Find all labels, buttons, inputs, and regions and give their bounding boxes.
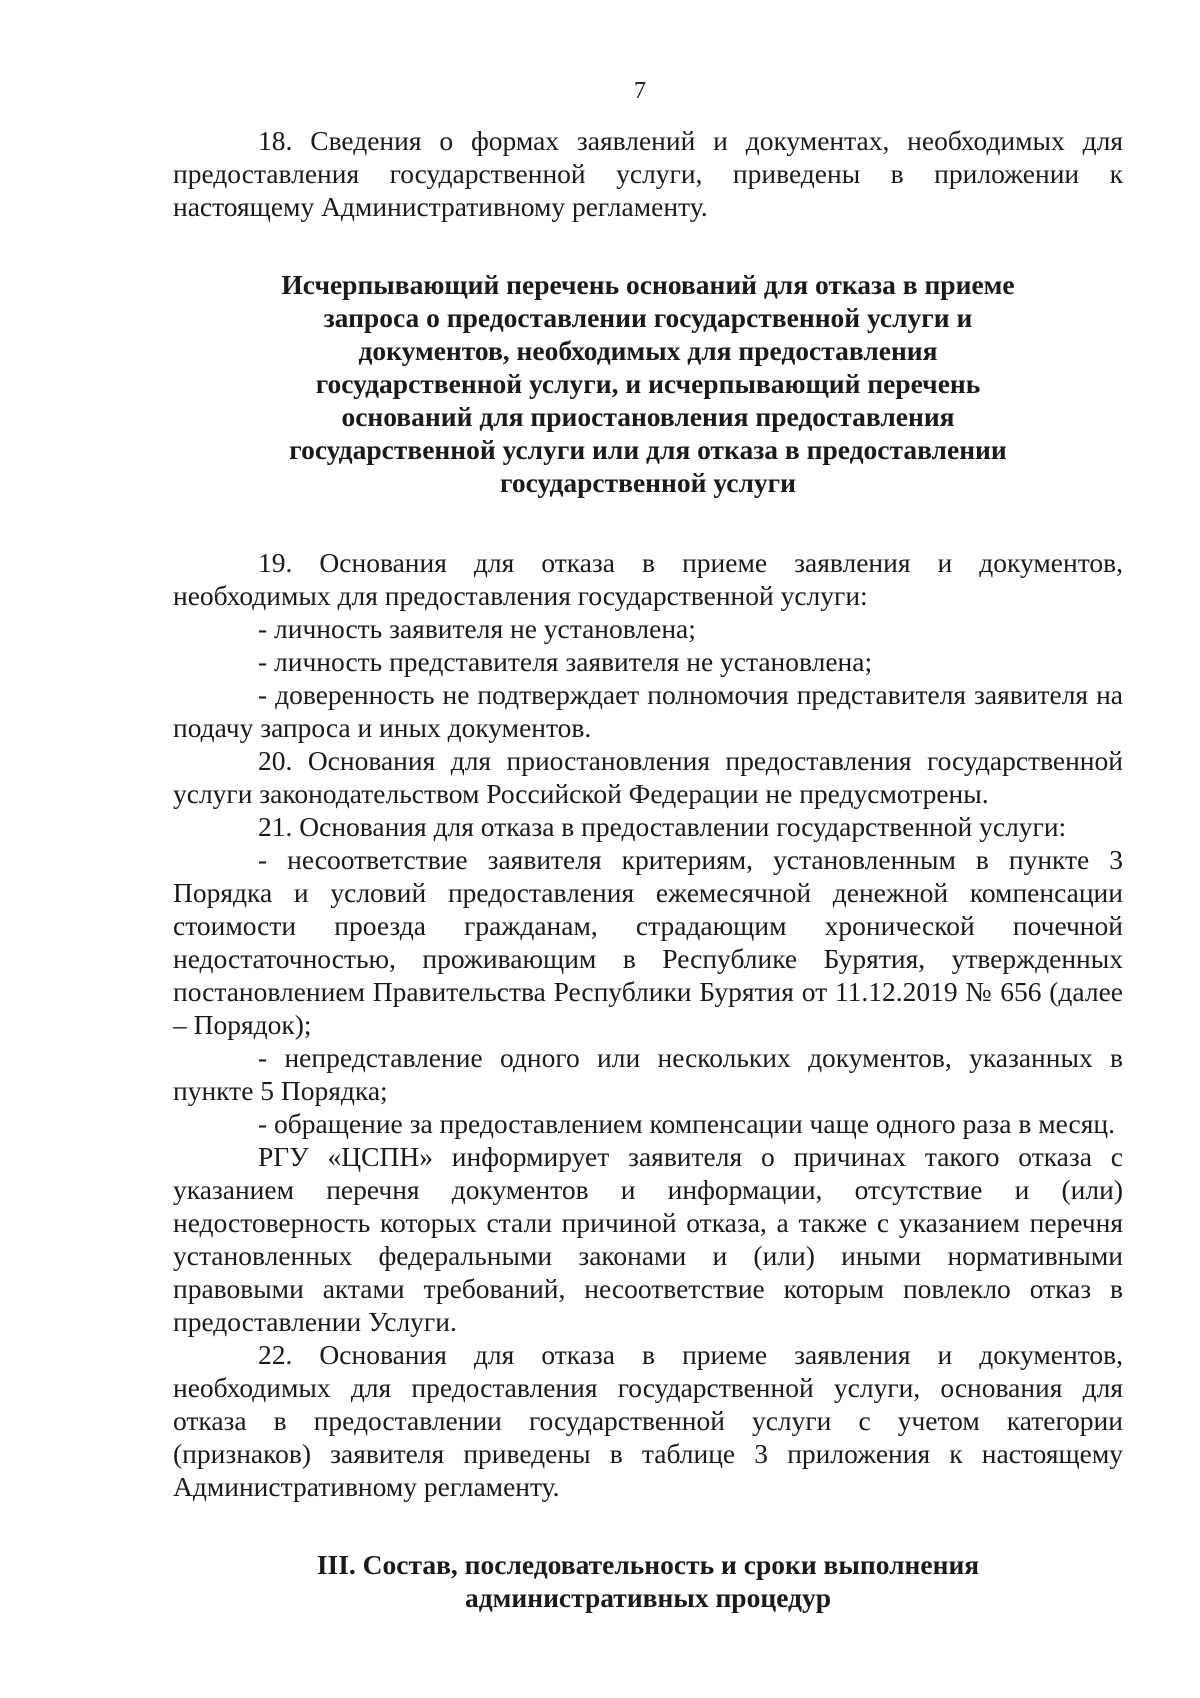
paragraph-21: 21. Основания для отказа в предоставлении государственной услуги: xyxy=(258,811,1067,842)
list-item: - личность заявителя не установлена; xyxy=(258,613,696,644)
list-item: - доверенность не подтверждает полномочия представителя заявителя на подачу запроса и иных документов. xyxy=(173,679,1123,743)
list-item: - непредставление одного или нескольких документов, указанных в пункте 5 Порядка; xyxy=(173,1042,1123,1106)
list-item: - несоответствие заявителя критериям, установленным в пункте 3 Порядка и условий предоставления ежемесячной денежной компенсации стоимости проезда гражданам, страдающим хронической почечной недостаточностью, проживающим в Республике Бурятия, утвержденных постановлением Правительства Республики Бурятия от 11.12.2019 № 656 (далее – Порядок); xyxy=(173,844,1123,1040)
document-body xyxy=(173,124,1123,1614)
paragraph-22: 22. Основания для отказа в приеме заявления и документов, необходимых для предоставления государственной услуги, основания для отказа в предоставлении государственной услуги с учетом категории (признаков) заявителя приведены в таблице 3 приложения к настоящему Административному регламенту. xyxy=(173,1339,1123,1502)
section-heading-iii xyxy=(173,1548,1123,1614)
paragraph-19: 19. Основания для отказа в приеме заявления и документов, необходимых для предоставления государственной услуги: xyxy=(173,547,1123,611)
list-item: - личность представителя заявителя не установлена; xyxy=(258,646,873,677)
page-number: 7 xyxy=(634,78,646,104)
section-heading-refusal-grounds: Исчерпывающий перечень оснований для отказа в приеме запроса о предоставлении государственной услуги и документов, необходимых для предоставления государственной услуги, и исчерпывающий перечень оснований для приостановления предоставления государственной услуги или для отказа в предоставлении государственной услуги xyxy=(281,269,1015,498)
paragraph-18: 18. Сведения о формах заявлений и документах, необходимых для предоставления государственной услуги, приведены в приложении к настоящему Административному регламенту. xyxy=(173,125,1123,222)
paragraph-21-note: РГУ «ЦСПН» информирует заявителя о причинах такого отказа с указанием перечня документов и информации, отсутствие и (или) недостоверность которых стали причиной отказа, а также с указанием перечня установленных федеральными законами и (или) иными нормативными правовыми актами требований, несоответствие которым повлекло отказ в предоставлении Услуги. xyxy=(173,1141,1123,1337)
section-heading-iii-line2: административных процедур xyxy=(465,1582,831,1613)
paragraph-20: 20. Основания для приостановления предоставления государственной услуги законодательством Российской Федерации не предусмотрены. xyxy=(173,745,1123,809)
section-heading-iii-line1: III. Состав, последовательность и сроки выполнения xyxy=(316,1549,980,1580)
list-item: - обращение за предоставлением компенсации чаще одного раза в месяц. xyxy=(258,1108,1115,1139)
